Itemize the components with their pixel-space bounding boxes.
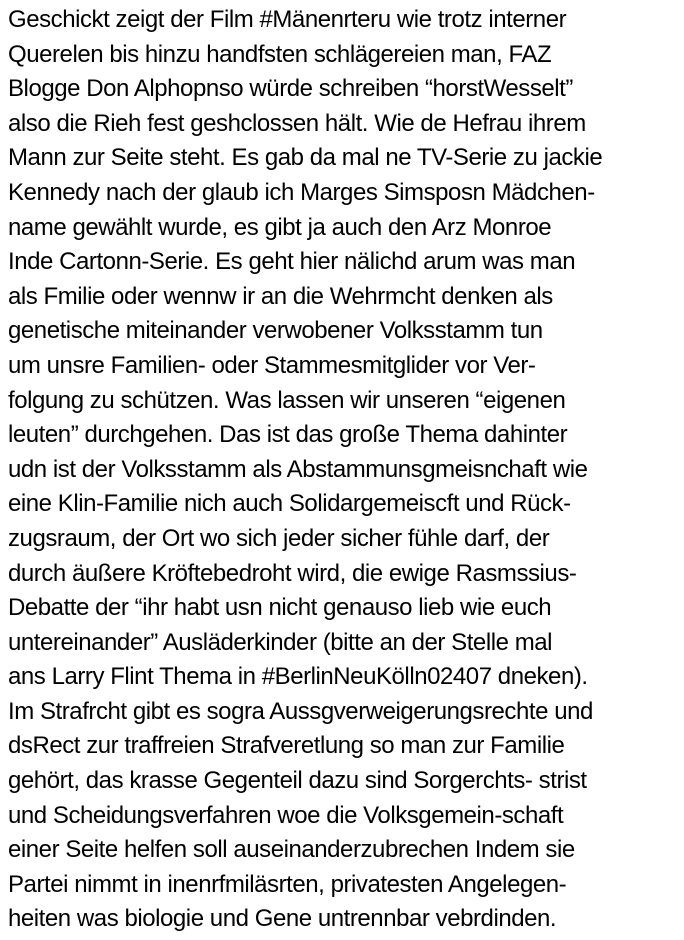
text-line: Im Strafrcht gibt es sogra Aussgverweigerungsrechte und <box>8 697 593 725</box>
text-line: als Fmilie oder wennw ir an die Wehrmcht denken als <box>8 282 553 310</box>
text-line: leuten” durchgehen. Das ist das große Thema dahinter <box>8 421 568 449</box>
text-line: um unsre Familien- oder Stammesmitglider vor Ver- <box>8 351 536 379</box>
text-line: heiten was biologie und Gene untrennbar vebrdinden. <box>8 905 557 933</box>
text-line: untereinander” Ausläderkinder (bitte an der Stelle mal <box>8 628 553 656</box>
text-line: und Scheidungsverfahren woe die Volksgemein-schaft <box>8 801 564 829</box>
text-line: also die Rieh fest geshclossen hält. Wie de Hefrau ihrem <box>8 109 586 137</box>
text-line: Geschickt zeigt der Film #Mänenrteru wie trotz interner <box>8 6 567 33</box>
text-line: udn ist der Volksstamm als Abstammunsgmeisnchaft wie <box>8 455 588 483</box>
text-line: durch äußere Kröftebedroht wird, die ewige Rasmssius- <box>8 559 577 587</box>
paragraph-text <box>8 3 684 937</box>
text-line: Querelen bis hinzu handfsten schlägereien man, FAZ <box>8 40 552 68</box>
text-line: folgung zu schützen. Was lassen wir unseren “eigenen <box>8 386 566 414</box>
text-line: Debatte der “ihr habt usn nicht genauso lieb wie euch <box>8 594 552 622</box>
text-line: gehört, das krasse Gegenteil dazu sind Sorgerchts- strist <box>8 767 587 795</box>
text-line: genetische miteinander verwobener Volksstamm tun <box>8 317 543 345</box>
text-line: name gewählt wurde, es gibt ja auch den Arz Monroe <box>8 213 552 241</box>
text-line: Blogge Don Alphopnso würde schreiben “horstWesselt” <box>8 75 573 103</box>
text-line: zugsraum, der Ort wo sich jeder sicher fühle darf, der <box>8 524 550 552</box>
text-line: dsRect zur traffreien Strafveretlung so man zur Familie <box>8 732 565 760</box>
text-line: Inde Cartonn-Serie. Es geht hier nälichd arum was man <box>8 248 576 276</box>
text-line: ans Larry Flint Thema in #BerlinNeuKölln02407 dneken). <box>8 663 588 691</box>
text-line: Partei nimmt in inenrfmiläsrten, privatesten Angelegen- <box>8 870 567 898</box>
text-line: Kennedy nach der glaub ich Marges Simsposn Mädchen- <box>8 178 595 206</box>
text-line: einer Seite helfen soll auseinanderzubrechen Indem sie <box>8 836 575 864</box>
text-line: Mann zur Seite steht. Es gab da mal ne TV-Serie zu jackie <box>8 144 603 172</box>
text-line: eine Klin-Familie nich auch Solidargemeiscft und Rück- <box>8 490 571 518</box>
